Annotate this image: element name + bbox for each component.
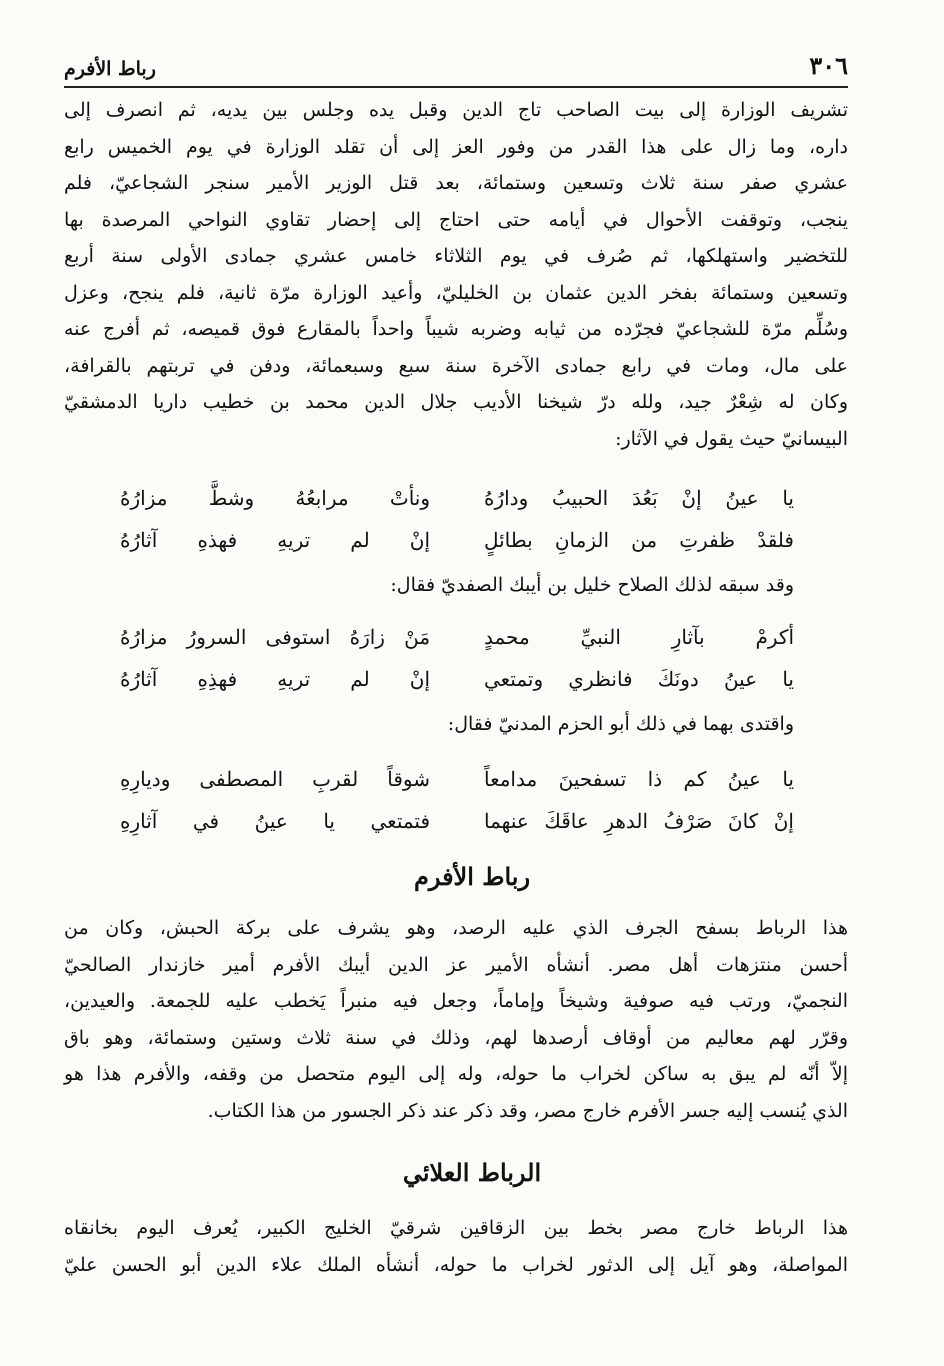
- page-header: [64, 36, 848, 88]
- text-line: عشري صفر سنة ثلاث وتسعين وستمائة، بعد قتل الوزير الأمير سنجر الشجاعيّ، فلم: [64, 172, 848, 194]
- poem-2: [120, 616, 794, 700]
- verse: [120, 616, 794, 658]
- running-title: رباط الأفرم: [64, 58, 156, 80]
- verse: [120, 477, 794, 519]
- hemistich-second: ونأتْ مرابعُهُ وشطَّ مزارُهُ: [120, 486, 431, 510]
- verse: [120, 800, 794, 842]
- text-line: وكان له شِعْرٌ جيد، ولله درّ شيخنا الأديب جلال الدين محمد بن خطيب داريا الدمشقيّ: [64, 391, 848, 413]
- text-line: النجميّ، ورتب فيه صوفية وشيخاً وإماماً، وجعل فيه منبراً يَخطب عليه للجمعة. والعيدين،: [64, 990, 848, 1012]
- hemistich-second: فتمتعي يا عينُ في آثارِهِ: [120, 809, 431, 833]
- text-line: وقرّر لهم معاليم من أوقاف أرصدها لهم، وذلك في سنة ثلاث وستين وستمائة، وهو باق: [64, 1026, 848, 1049]
- section-heading: رباط الأفرم: [413, 862, 531, 891]
- poem-intro: وقد سبقه لذلك الصلاح خليل بن أيبك الصفديّ فقال:: [390, 574, 794, 596]
- hemistich-second: مَنْ زارَهُ استوفى السرورُ مزارُهُ: [120, 625, 431, 649]
- hemistich-first: يا عينُ إنْ بَعُدَ الحبيبُ ودارُهُ: [483, 486, 794, 510]
- section-heading: الرباط العلائي: [402, 1158, 542, 1187]
- text-line: أحسن منتزهات أهل مصر. أنشأه الأمير عز الدين أيبك الأفرم أمير خازندار الصالحيّ: [64, 953, 848, 976]
- text-line: وتسعين وستمائة بفخر الدين عثمان بن الخليليّ، وأعيد الوزارة مرّة ثانية، فلم ينجح، وعزل: [64, 281, 848, 304]
- verse: [120, 519, 794, 561]
- hemistich-first: يا عينُ دونَكَ فانظري وتمتعي: [483, 667, 794, 691]
- verse: [120, 658, 794, 700]
- hemistich-second: شوقاً لقربِ المصطفى وديارِهِ: [120, 767, 431, 791]
- page-number: ٣٠٦: [809, 51, 848, 80]
- paragraph-vizier: [64, 92, 848, 457]
- text-line: ينجب، وتوقفت الأحوال في أيامه حتى احتاج إلى إحضار تقاوي النواحي المرصدة بها: [64, 208, 848, 231]
- text-line: الذي يُنسب إليه جسر الأفرم خارج مصر، وقد ذكر عند ذكر الجسور من هذا الكتاب.: [207, 1099, 848, 1122]
- hemistich-first: يا عينُ كم ذا تسفحينَ مدامعاً: [483, 767, 794, 791]
- text-line: إلاّ أنّه لم يبق به ساكن لخراب ما حوله، وله إلى اليوم متحصل من وقفه، والأفرم هذا هو: [64, 1063, 848, 1085]
- hemistich-first: فلقدْ ظفرتِ من الزمانِ بطائلٍ: [483, 528, 794, 552]
- poem-1: [120, 477, 794, 561]
- paragraph-afram: [64, 910, 848, 1129]
- text-line: وسُلِّم مرّة للشجاعيّ فجرّده من ثيابه وضربه شيباً واحداً بالمقارع فوق قميصه، ثم أفرج عنه: [64, 318, 848, 340]
- poem-3: [120, 758, 794, 842]
- text-line: للتخضير واستهلكها، ثم صُرف في يوم الثلاثاء خامس عشري جمادى الأولى سنة أربع: [64, 245, 848, 267]
- hemistich-second: إنْ لم تريهِ فهذهِ آثارُهُ: [120, 528, 431, 552]
- text-line: البيسانيّ حيث يقول في الآثار:: [615, 427, 848, 450]
- text-line: على مال، ومات في رابع جمادى الآخرة سنة سبع وسبعمائة، ودفن في تربتهم بالقرافة،: [64, 354, 848, 377]
- text-line: هذا الرباط خارج مصر بخط بين الزقاقين شرقيّ الخليج الكبير، يُعرف اليوم بخانقاه: [64, 1217, 848, 1239]
- text-line: هذا الرباط بسفح الجرف الذي عليه الرصد، وهو يشرف على بركة الحبش، وكان من: [64, 917, 848, 939]
- poem-intro: واقتدى بهما في ذلك أبو الحزم المدنيّ فقال:: [447, 713, 794, 735]
- text-line: تشريف الوزارة إلى بيت الصاحب تاج الدين وقبل يده وجلس بين يديه، ثم انصرف إلى: [64, 99, 848, 121]
- text-line: المواصلة، وهو آيل إلى الدثور لخراب ما حوله، أنشأه الملك علاء الدين أبو الحسن عليّ: [64, 1253, 848, 1276]
- verse: [120, 758, 794, 800]
- paragraph-alai: [64, 1210, 848, 1283]
- hemistich-second: إنْ لم تريهِ فهذِهِ آثارُهُ: [120, 667, 431, 691]
- hemistich-first: أكرمْ بآثارِ النبيِّ محمدٍ: [483, 625, 794, 649]
- hemistich-first: إنْ كانَ صَرْفُ الدهرِ عاقَكَ عنهما: [483, 809, 794, 833]
- text-line: داره، وما زال على هذا القدر من وفور العز إلى أن تقلد الوزارة في يوم الخميس رابع: [64, 135, 848, 158]
